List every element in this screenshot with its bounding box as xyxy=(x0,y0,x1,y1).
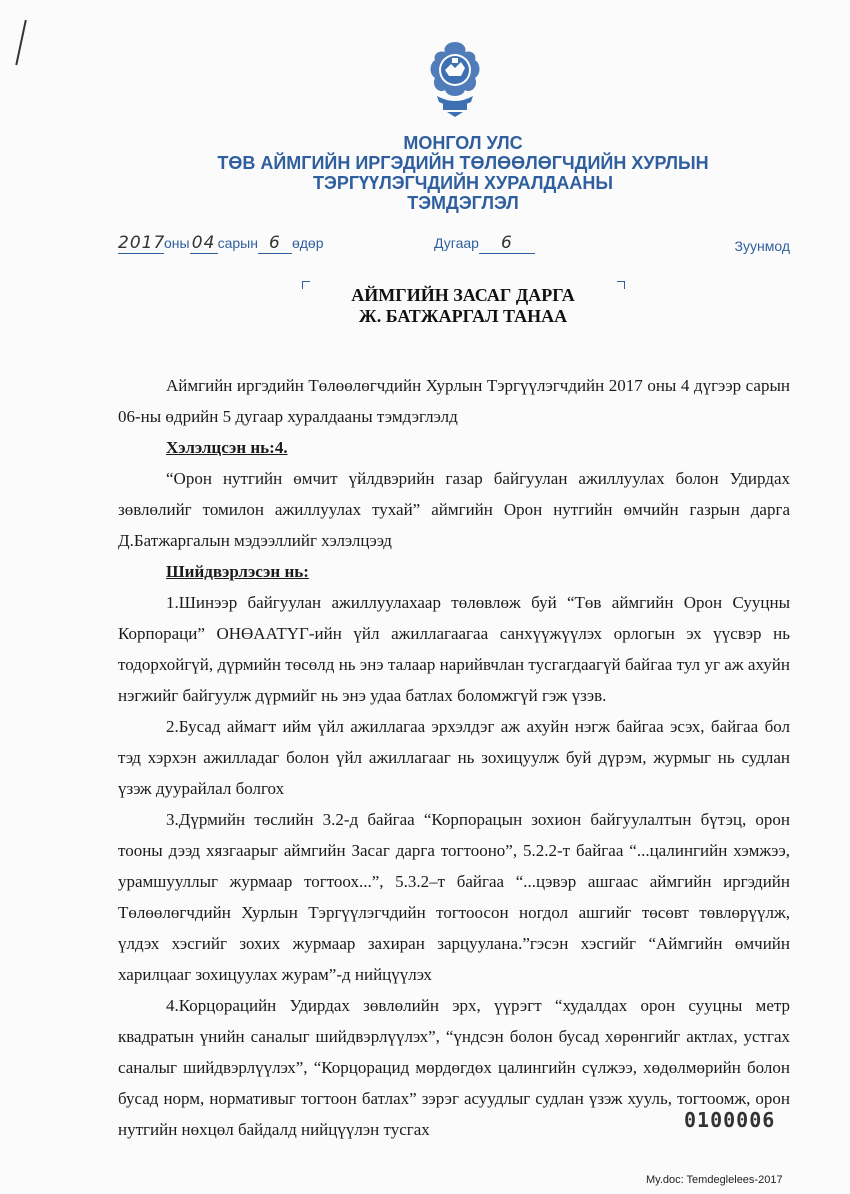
date-day: 6 xyxy=(258,233,292,254)
date-year: 2017 xyxy=(118,233,166,253)
state-emblem-icon xyxy=(425,40,485,118)
footer-file-reference: My.doc: Temdeglelees-2017 xyxy=(646,1174,783,1186)
document-sequence-number: 6 xyxy=(479,233,535,254)
decision-item-3: 3.Дүрмийн төслийн 3.2-д байгаа “Корпорацын зохион байгуулалтын бүтэц, орон тооны дээд хязгаарыг аймгийн Засаг дарга тогтооно”, 5.2.2-т байгаа “...цалингийн хэмжээ, урамшууллыг журмаар тогтоох...”, 5.3.2–т байгаа “...цэвэр ашгаас аймгийн иргэдийн Төлөөлөгчдийн Хурлын Тэргүүлэгчдийн тогтоосон ногдол ашгийг төсөвт төвлөрүүлж, үлдэх хэсгийг зохих журмаар захиран зарцуулана.”гэсэн хэсгийг “Аймгийн өмчийн харилцааг зохицуулах журам”-д нийцүүлэх xyxy=(118,810,790,984)
date-year-suffix: оны xyxy=(164,235,190,251)
decision-item-1: 1.Шинээр байгуулан ажиллуулахаар төлөвлөж буй “Төв аймгийн Орон Сууцны Корпораци” ОНӨААТҮГ-ийн үйл ажиллагаагаа санхүүжүүлэх орлогын эх үүсвэр нь тодорхойгүй, дүрмийн төсөлд нь энэ талаар нарийвчлан тусгагдаагүй байгаа тул уг аж ахуйн нэгжийг байгуулж дүрмийг нь энэ удаа батлах боломжгүй гэж үзэв. xyxy=(118,593,790,705)
date-day-suffix: өдөр xyxy=(291,235,324,251)
number-label: Дугаар xyxy=(434,235,479,251)
header-presidium: ТЭРГҮҮЛЭГЧДИЙН ХУРАЛДААНЫ xyxy=(313,173,613,193)
date-month: 04 xyxy=(190,233,218,254)
pen-mark xyxy=(15,20,30,66)
decision-item-2: 2.Бусад аймагт ийм үйл ажиллагаа эрхэлдэг аж ахуйн нэгж байгаа эсэх, байгаа бол тэд хэрхэн ажилладаг болон үйл ажиллагааг нь зохицуулж буй дүрэм, журмыг нь судлан үзэж дуурайлал болгох xyxy=(118,717,790,798)
decision-item-4: 4.Корцорацийн Удирдах зөвлөлийн эрх, үүрэгт “худалдах орон сууцны метр квадратын үнийн саналыг шийдвэрлүүлэх”, “үндсэн болон бусад хөрөнгийг актлах, устгах саналыг шийдвэрлүүлэх”, “Корцорацид мөрдөгдөх цалингийн сүлжээ, хөдөлмөрийн болон бусад норм, нормативыг тогтоон батлах” зэрэг асуудлыг судлан үзэж хууль, тогтоомж, орон нутгийн нөхцөл байдалд нийцүүлэн тусгах xyxy=(118,996,790,1139)
date-line xyxy=(118,234,790,258)
intro-paragraph: Аймгийн иргэдийн Төлөөлөгчдийн Хурлын Тэргүүлэгчдийн 2017 оны 4 дүгээр сарын 06-ны өдрийн 5 дугаар хуралдааны тэмдэглэлд xyxy=(118,376,790,426)
addressee-name: Ж. БАТЖАРГАЛ ТАНАА xyxy=(358,306,568,326)
header-council: ТӨВ АЙМГИЙН ИРГЭДИЙН ТӨЛӨӨЛӨГЧДИЙН ХУРЛЫН xyxy=(217,153,709,173)
date-month-suffix: сарын xyxy=(217,235,258,251)
serial-number: 0100006 xyxy=(684,1108,776,1132)
place-name: Зуунмод xyxy=(734,238,790,254)
memo-body xyxy=(118,370,790,1145)
discussed-paragraph: “Орон нутгийн өмчит үйлдвэрийн газар байгуулан ажиллуулах болон Удирдах зөвлөлийг томилон ажиллуулах тухай” аймгийн Орон нутгийн өмчийн газрын дарга Д.Батжаргалын мэдээллийг хэлэлцээд xyxy=(118,469,790,550)
decided-heading: Шийдвэрлэсэн нь: xyxy=(166,562,309,581)
discussed-heading: Хэлэлцсэн нь:4. xyxy=(166,438,288,457)
header-country: МОНГОЛ УЛС xyxy=(403,133,523,153)
addressee-title: АЙМГИЙН ЗАСАГ ДАРГА xyxy=(351,285,575,305)
header-doc-type: ТЭМДЭГЛЭЛ xyxy=(407,193,519,213)
